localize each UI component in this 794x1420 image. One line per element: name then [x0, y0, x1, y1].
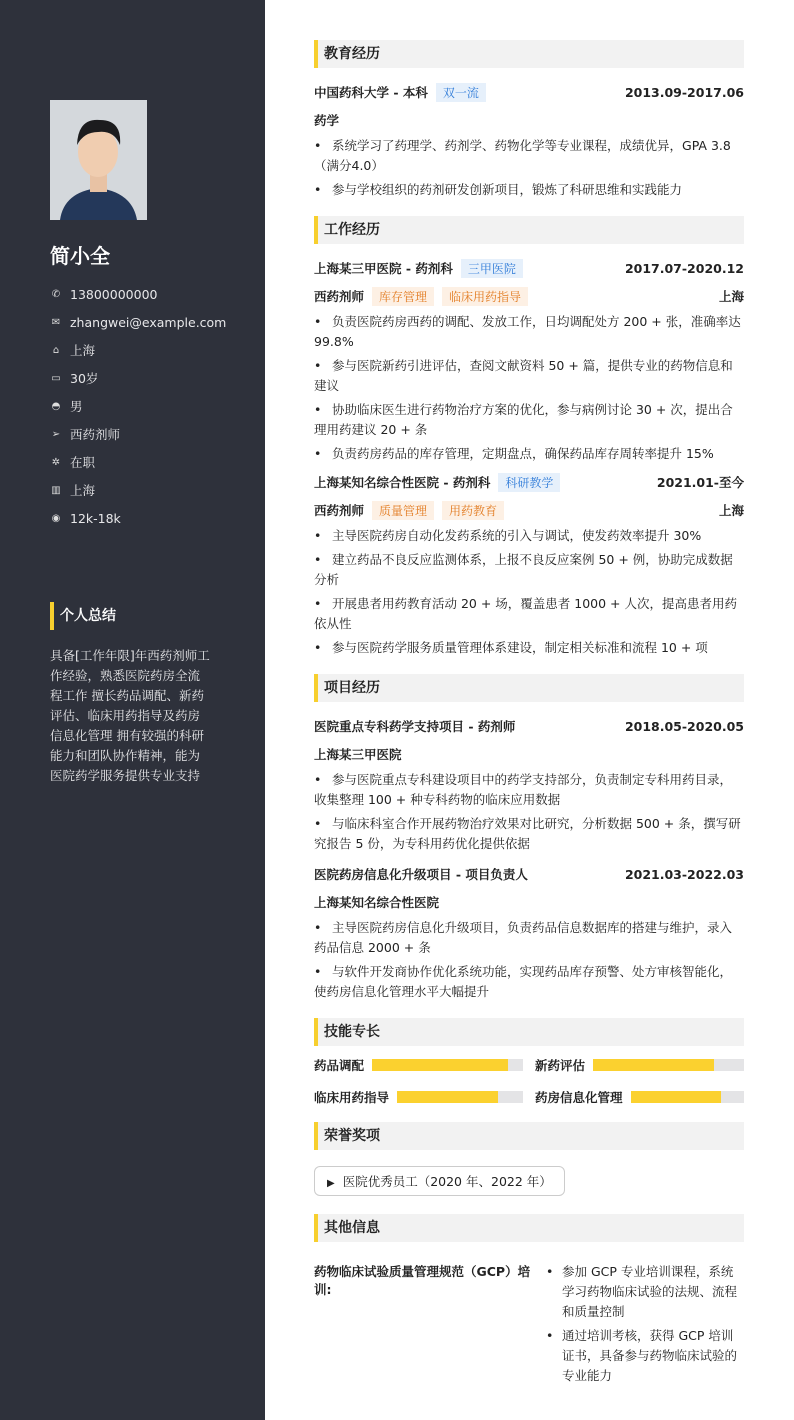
list-item: • 系统学习了药理学、药剂学、药物化学等专业课程，成绩优异，GPA 3.8（满分4.0）	[314, 136, 744, 176]
phone: 13800000000	[70, 286, 158, 302]
other-title: 其他信息	[314, 1214, 744, 1242]
job-org: 上海某三甲医院 - 药剂科	[314, 261, 453, 276]
city: 上海	[70, 483, 96, 498]
position: 西药剂师	[70, 427, 121, 442]
job-date: 2021.01-至今	[656, 475, 744, 490]
list-item: • 参与学校组织的药剂研发创新项目，锻炼了科研思维和实践能力	[314, 180, 744, 200]
skill-tag: 临床用药指导	[442, 287, 528, 306]
award-text: 医院优秀员工（2020 年、2022 年）	[342, 1174, 552, 1189]
major: 药学	[314, 113, 340, 128]
list-item: • 通过培训考核，获得 GCP 培训证书，具备参与药物临床试验的专业能力	[538, 1326, 744, 1386]
list-item: • 与软件开发商协作优化系统功能，实现药品库存预警、处方审核智能化，使药房信息化管理水平大幅提升	[314, 962, 744, 1002]
project-date: 2021.03-2022.03	[624, 866, 744, 882]
job-date: 2017.07-2020.12	[624, 260, 744, 276]
age: 30岁	[70, 371, 99, 386]
status: 在职	[70, 455, 96, 470]
project-org: 上海某知名综合性医院	[314, 895, 440, 910]
edu-date: 2013.09-2017.06	[624, 84, 744, 100]
project-name: 医院药房信息化升级项目 - 项目负责人	[314, 867, 528, 882]
skills-grid	[314, 1056, 744, 1106]
list-item: • 建立药品不良反应监测体系，上报不良反应案例 50 + 例，协助完成数据分析	[314, 550, 744, 590]
job	[314, 468, 744, 658]
project-date: 2018.05-2020.05	[624, 718, 744, 734]
cake-icon: ▭	[51, 372, 61, 384]
skill-tag: 库存管理	[372, 287, 434, 306]
job-org: 上海某知名综合性医院 - 药剂科	[314, 475, 491, 490]
school: 中国药科大学 - 本科	[314, 85, 428, 100]
skill-tag: 用药教育	[442, 501, 504, 520]
projects-title: 项目经历	[314, 674, 744, 702]
other-info	[314, 1252, 744, 1390]
email: zhangwei@example.com	[70, 314, 227, 330]
skill-bar	[372, 1059, 523, 1071]
skill-name: 药房信息化管理	[535, 1090, 623, 1105]
list-item: • 参与医院新药引进评估，查阅文献资料 50 + 篇，提供专业的药物信息和建议	[314, 356, 744, 396]
location: 上海	[70, 343, 96, 358]
main-content	[314, 40, 744, 1390]
project	[314, 712, 744, 854]
job-role: 西药剂师	[314, 289, 365, 304]
list-item: • 开展患者用药教育活动 20 + 场，覆盖患者 1000 + 人次，提高患者用药依从性	[314, 594, 744, 634]
list-item: • 参加 GCP 专业培训课程，系统学习药物临床试验的法规、流程和质量控制	[538, 1262, 744, 1322]
project-name: 医院重点专科药学支持项目 - 药剂师	[314, 719, 516, 734]
phone-icon: ✆	[51, 288, 61, 300]
summary-title: 个人总结	[50, 602, 116, 630]
other-key: 药物临床试验质量管理规范（GCP）培训:	[314, 1264, 531, 1297]
education-title: 教育经历	[314, 40, 744, 68]
list-item: • 参与医院重点专科建设项目中的药学支持部分，负责制定专科用药目录，收集整理 100 + 种专科药物的临床应用数据	[314, 770, 744, 810]
skill-bar	[593, 1059, 744, 1071]
project-org: 上海某三甲医院	[314, 747, 402, 762]
list-item: • 主导医院药房信息化升级项目，负责药品信息数据库的搭建与维护，录入药品信息 2000 + 条	[314, 918, 744, 958]
salary-icon: ◉	[51, 512, 61, 524]
list-item: • 与临床科室合作开展药物治疗效果对比研究，分析数据 500 + 条，撰写研究报告 5 份，为专科用药优化提供依据	[314, 814, 744, 854]
building-icon: ▥	[51, 484, 61, 496]
profile-name: 简小全	[50, 244, 110, 268]
work-title: 工作经历	[314, 216, 744, 244]
job-tag: 三甲医院	[461, 259, 523, 278]
award-toggle[interactable]	[314, 1166, 565, 1196]
salary: 12k-18k	[70, 510, 121, 526]
sidebar	[0, 0, 265, 1420]
list-item: • 参与医院药学服务质量管理体系建设，制定相关标准和流程 10 + 项	[314, 638, 744, 658]
skill	[314, 1056, 523, 1074]
awards-title: 荣誉奖项	[314, 1122, 744, 1150]
list-item: • 负责医院药房西药的调配、发放工作，日均调配处方 200 + 张，准确率达 99.8%	[314, 312, 744, 352]
triangle-right-icon: ▶	[327, 1178, 335, 1189]
skill-name: 药品调配	[314, 1058, 365, 1073]
job-role: 西药剂师	[314, 503, 365, 518]
profile-photo	[50, 100, 147, 220]
skills-title: 技能专长	[314, 1018, 744, 1046]
project	[314, 860, 744, 1002]
skill-name: 新药评估	[535, 1058, 586, 1073]
home-icon: ⌂	[52, 344, 60, 356]
job	[314, 254, 744, 464]
skill	[535, 1088, 744, 1106]
summary-text: 具备[工作年限]年西药剂师工作经验，熟悉医院药房全流程工作 擅长药品调配、新药评估、临床用药指导及药房信息化管理 拥有较强的科研能力和团队协作精神，能为医院药学服务提供专业支持	[50, 648, 210, 783]
list-item: • 主导医院药房自动化发药系统的引入与调试，使发药效率提升 30%	[314, 526, 744, 546]
status-icon: ✲	[51, 456, 61, 468]
skill	[535, 1056, 744, 1074]
skill-fill	[593, 1059, 714, 1071]
skill-tag: 质量管理	[372, 501, 434, 520]
skill	[314, 1088, 523, 1106]
skill-fill	[397, 1091, 498, 1103]
job-tag: 科研教学	[498, 473, 560, 492]
skill-name: 临床用药指导	[314, 1090, 390, 1105]
skill-bar	[397, 1091, 523, 1103]
job-city: 上海	[718, 289, 744, 304]
skill-fill	[372, 1059, 508, 1071]
list-item: • 负责药房药品的库存管理，定期盘点，确保药品库存周转率提升 15%	[314, 444, 744, 464]
skill-bar	[631, 1091, 744, 1103]
mail-icon: ✉	[51, 316, 61, 328]
gender: 男	[70, 399, 83, 414]
contact-info	[50, 280, 226, 532]
school-tag: 双一流	[436, 83, 486, 102]
gender-icon: ◓	[51, 400, 61, 412]
send-icon: ➢	[51, 428, 61, 440]
skill-fill	[631, 1091, 722, 1103]
job-city: 上海	[718, 503, 744, 518]
list-item: • 协助临床医生进行药物治疗方案的优化，参与病例讨论 30 + 次，提出合理用药建议 20 + 条	[314, 400, 744, 440]
